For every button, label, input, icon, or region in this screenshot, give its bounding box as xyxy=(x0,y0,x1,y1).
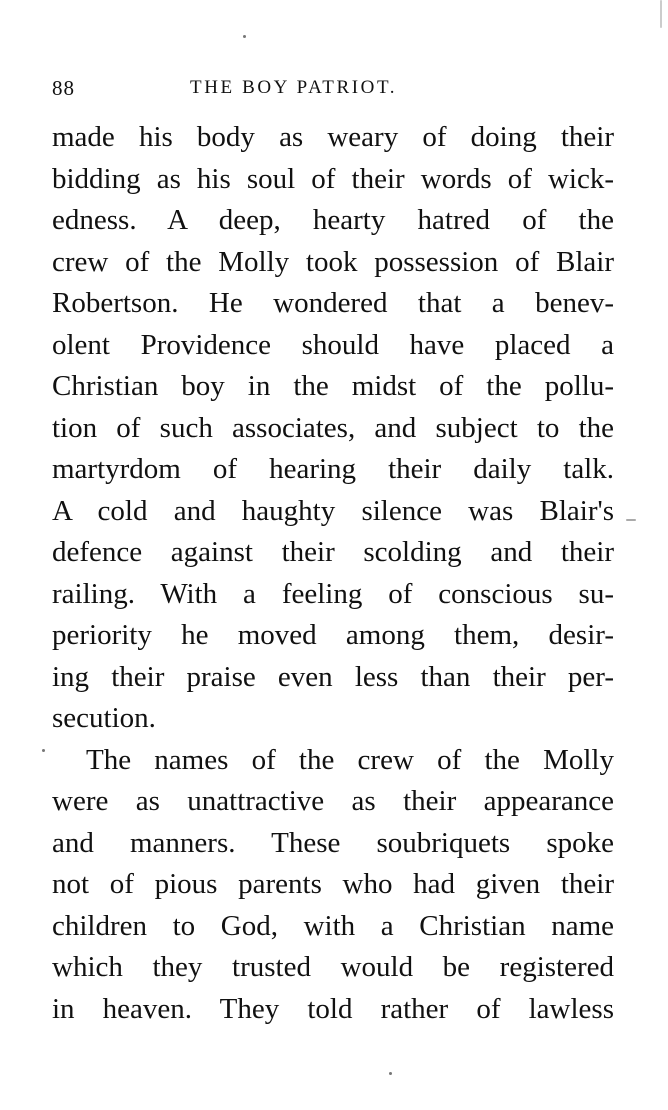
text-line: A cold and haughty silence was Blair's xyxy=(52,494,614,527)
text-line: not of pious parents who had given their xyxy=(52,868,614,900)
text-line: Christian boy in the midst of the pollu- xyxy=(52,370,614,402)
text-line: which they trusted would be registered xyxy=(52,951,614,983)
scan-speck xyxy=(389,1072,392,1075)
text-line: were as unattractive as their appearance xyxy=(52,785,614,817)
text-line: bidding as his soul of their words of wick- xyxy=(52,162,614,195)
text-line: made his body as weary of doing their xyxy=(52,121,614,153)
text-line: children to God, with a Christian name xyxy=(52,909,614,942)
scan-speck xyxy=(243,35,246,38)
paragraph-2 xyxy=(52,740,614,1031)
text-line: crew of the Molly took possession of Blair xyxy=(52,245,614,278)
text-line: ing their praise even less than their per- xyxy=(52,660,614,693)
text-line: olent Providence should have placed a xyxy=(52,328,614,361)
scan-speck xyxy=(660,0,662,28)
text-line: and manners. These soubriquets spoke xyxy=(52,826,614,859)
text-line: in heaven. They told rather of lawless xyxy=(52,992,614,1025)
page-number: 88 xyxy=(52,76,75,100)
text-line: railing. With a feeling of conscious su- xyxy=(52,577,614,610)
text-line: defence against their scolding and their xyxy=(52,536,614,568)
text-line: periority he moved among them, desir- xyxy=(52,619,614,651)
text-line: edness. A deep, hearty hatred of the xyxy=(52,204,614,236)
text-line: martyrdom of hearing their daily talk. xyxy=(52,453,614,485)
text-line: The names of the crew of the Molly xyxy=(86,743,614,776)
running-title: THE BOY PATRIOT. xyxy=(190,77,398,98)
paragraph-1 xyxy=(52,117,614,740)
running-head xyxy=(52,76,612,102)
text-line: secution. xyxy=(52,702,156,734)
scan-speck xyxy=(42,749,45,752)
text-line: tion of such associates, and subject to the xyxy=(52,411,614,444)
text-line: Robertson. He wondered that a benev- xyxy=(52,287,614,319)
scan-speck xyxy=(626,519,636,521)
body-text xyxy=(52,117,614,1030)
